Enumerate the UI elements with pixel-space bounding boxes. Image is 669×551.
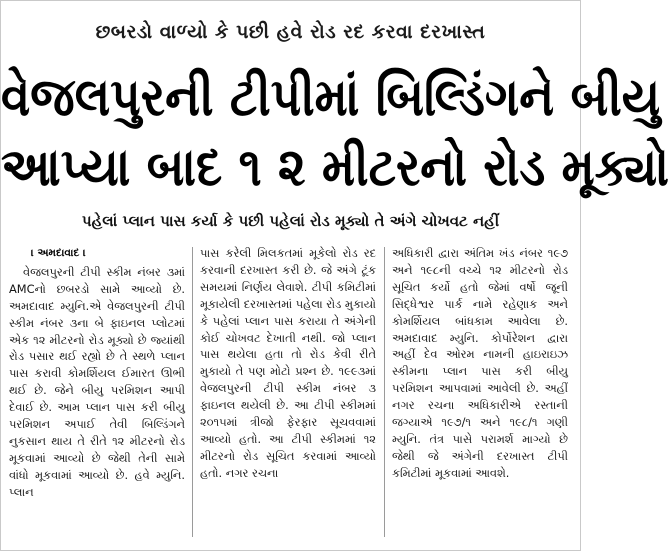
dateline: । અમદાવાદ । (31, 247, 86, 259)
article-column-3 (392, 245, 568, 482)
kicker-headline: છબરડો વાળ્યો કે પછી હવે રોડ રદ કરવા દરખાસ્ત (95, 21, 486, 43)
column-2-text: પાસ કરેલી મિલકતમાં મૂકેલો રોડ રદ કરવાની દરખાસ્ત કરી છે. જે અંગે ટૂંક સમયમાં નિર્ણય લેવાશે. ટીપી કમિટીમાં મૂકાયેલી દરખાસ્તમાં પહેલા રોડ મુકાયો કે પહેલાં પ્લાન પાસ કરાયા તે અંગેની કોઈ ચોખવટ દેખાતી નથી. જો પ્લાન પાસ થયેલા હતા તો રોડ કેવી રીતે મુકાયો તે પણ મોટો પ્રશ્ન છે. ૧૯૯૩માં વેજલપુરની ટીપી સ્કીમ નંબર ૩ ફાઇનલ થયેલી છે. આ ટીપી સ્કીમમાં ૨૦૧૫માં ત્રીજો ફેરફાર સૂચવવામાં આવ્યો હતો. આ ટીપી સ્કીમમાં ૧૨ મીટરનો રોડ સૂચિત કરવામાં આવ્યો હતો. નગર રચના (200, 246, 376, 480)
column-1-text: વેજલપુરની ટીપી સ્કીમ નંબર ૩માં AMCનો છબરડો સામે આવ્યો છે. અમદાવાદ મ્યુનિ.એ વેજલપુરની ટીપી સ્કીમ નંબર ૩ના બે ફાઇનલ પ્લોટમાં એક ૧૨ મીટરનો રોડ મૂક્યો છે જ્યાંથી રોડ પસાર થઈ રહ્યો છે તે સ્થળે પ્લાન પાસ કરાવી કોમર્શિયલ ઈમારત ઊભી થઈ છે. જેને બીયુ પરમિશન આપી દેવાઈ છે. આમ પ્લાન પાસ કરી બીયુ પરમિશન અપાઈ તેવી બિલ્ડિંગને નુકસાન થાય તે રીતે ૧૨ મીટરનો રોડ મૂકવામાં આવ્યો છે જેથી તેની સામે વાંધો મૂકવામાં આવ્યો છે. હવે મ્યુનિ. પ્લાન (9, 264, 185, 499)
subheadline: પહેલાં પ્લાન પાસ કર્યા કે પછી પહેલાં રોડ મૂક્યો તે અંગે ચોખવટ નહીં (81, 212, 500, 230)
headline-line-1: વેજલપુરની ટીપીમાં બિલ્ડિંગને બીયુ (1, 67, 661, 129)
article-column-1 (9, 245, 185, 501)
headline-line-2: આપ્યા બાદ ૧ ૨ મીટરનો રોડ મૂક્યો (1, 137, 669, 199)
column-divider (192, 247, 193, 537)
article-column-2 (200, 245, 376, 482)
column-divider (384, 247, 385, 537)
column-3-text: અધિકારી દ્વારા અંતિમ ખંડ નંબર ૧૯૭ અને ૧૯૮ની વચ્ચે ૧૨ મીટરનો રોડ સૂચિત કર્યો હતો જેમાં વર્ષો જૂની સિદ્ધેશ્વર પાર્ક નામે રહેણાક અને કોમર્શિયલ બાંધકામ આવેલા છે. અમદાવાદ મ્યુનિ. કોર્પોરેશન દ્વારા અહીં દેવ ઓરમ નામની હાઇરાઇઝ સ્કીમના પ્લાન પાસ કરી બીયુ પરમિશન આપવામાં આવેલી છે. અહીં નગર રચના અધિકારીએ રસ્તાની જગ્યાએ ૧૯૭/૧ અને ૧૯૮/૧ ગણી મ્યુનિ. તંત્ર પાસે પરામર્શ માગ્યો છે જેથી જે અંગેની દરખાસ્ત ટીપી કમિટીમાં મૂકવામાં આવશે. (392, 246, 568, 480)
